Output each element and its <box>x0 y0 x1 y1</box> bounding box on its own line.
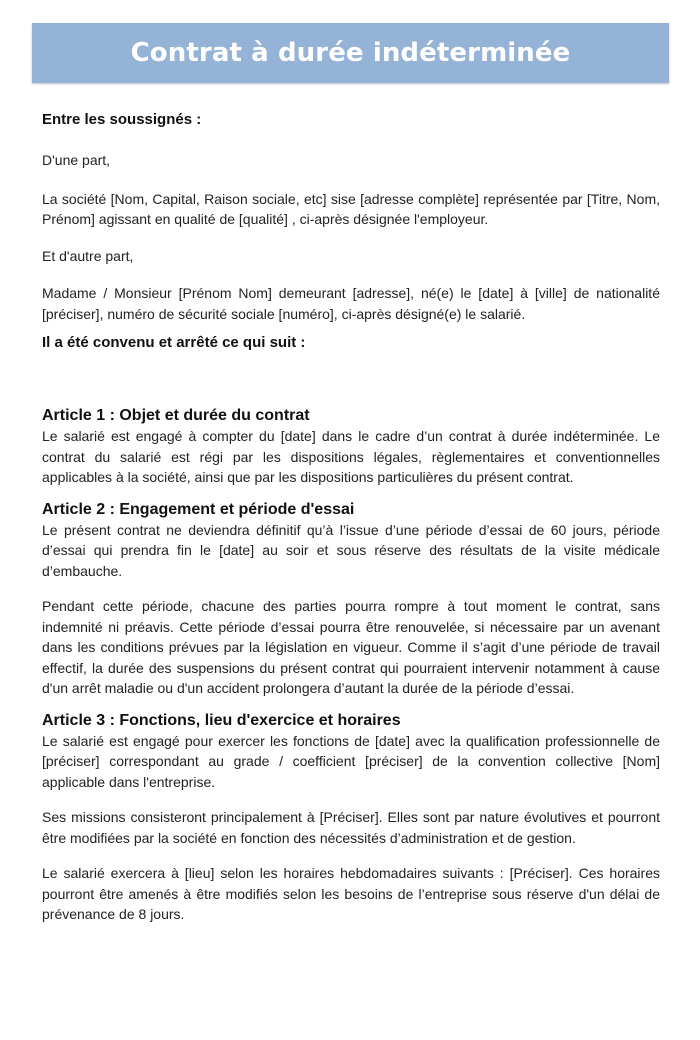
article-3-paragraph-3: Le salarié exercera à [lieu] selon les horaires hebdomadaires suivants : [Préciser]. Ces horaires pourront être amenés à être modifiés selon les besoins de l’entreprise sous réserve d'un délai de prévenance de 8 jours. <box>42 865 660 922</box>
part2-intro: Et d'autre part, <box>42 247 134 264</box>
article-1-paragraph-1: Le salarié est engagé à compter du [date] dans le cadre d’un contrat à durée indéterminée. Le contrat du salarié est régi par les dispositions légales, règlementaires et conventionnelles applicables à la société, ainsi que par les dispositions particulières du présent contrat. <box>42 428 660 485</box>
title-banner <box>32 23 669 83</box>
article-3-paragraph-2: Ses missions consisteront principalement à [Préciser]. Elles sont par nature évolutives et pourront être modifiées par la société en fonction des nécessités d’administration et de gestion. <box>42 809 660 846</box>
document-title: Contrat à durée indéterminée <box>130 38 571 68</box>
agreement-heading: Il a été convenu et arrêté ce qui suit : <box>42 334 306 351</box>
article-3 <box>42 711 660 925</box>
article-3-paragraph-1: Le salarié est engagé pour exercer les fonctions de [date] avec la qualification professionnelle de [préciser] correspondant au grade / coefficient [préciser] de la convention collective [Nom] applicable dans l'entreprise. <box>42 732 660 790</box>
article-2-paragraph-2: Pendant cette période, chacune des parties pourra rompre à tout moment le contrat, sans indemnité ni préavis. Cette période d’essai pourra être renouvelée, si nécessaire par un avenant dans les conditions prévues par la législation en vigueur. Comme il s’agit d’une période de travail effectif, la durée des suspensions du présent contrat qui pourraient intervenir notamment à cause d'un arrêt maladie ou d'un accident prolongera d’autant la durée de la période d’essai. <box>42 598 660 696</box>
article-2-paragraph-1: Le présent contrat ne deviendra définitif qu’à l’issue d’une période d’essai de 60 jours, période d’essai qui prendra fin le [date] au soir et sous réserve des résultats de la visite médicale d’embauche. <box>42 521 660 579</box>
parties-heading: Entre les soussignés : <box>42 111 202 128</box>
employer-paragraph: La société [Nom, Capital, Raison sociale, etc] sise [adresse complète] représentée par [Titre, Nom, Prénom] agissant en qualité de [qualité] , ci-après désignée l'employeur. <box>42 190 660 227</box>
article-2 <box>42 500 660 699</box>
article-1-title: Article 1 : Objet et durée du contrat <box>42 407 310 424</box>
document-body <box>42 110 660 925</box>
article-1 <box>42 406 660 488</box>
employee-paragraph: Madame / Monsieur [Prénom Nom] demeurant [adresse], né(e) le [date] à [ville] de nationalité [préciser], numéro de sécurité sociale [numéro], ci-après désigné(e) le salarié. <box>42 285 660 322</box>
article-2-title: Article 2 : Engagement et période d'essai <box>42 500 355 518</box>
part1-intro: D'une part, <box>42 152 111 168</box>
article-3-title: Article 3 : Fonctions, lieu d'exercice et horaires <box>42 711 401 729</box>
